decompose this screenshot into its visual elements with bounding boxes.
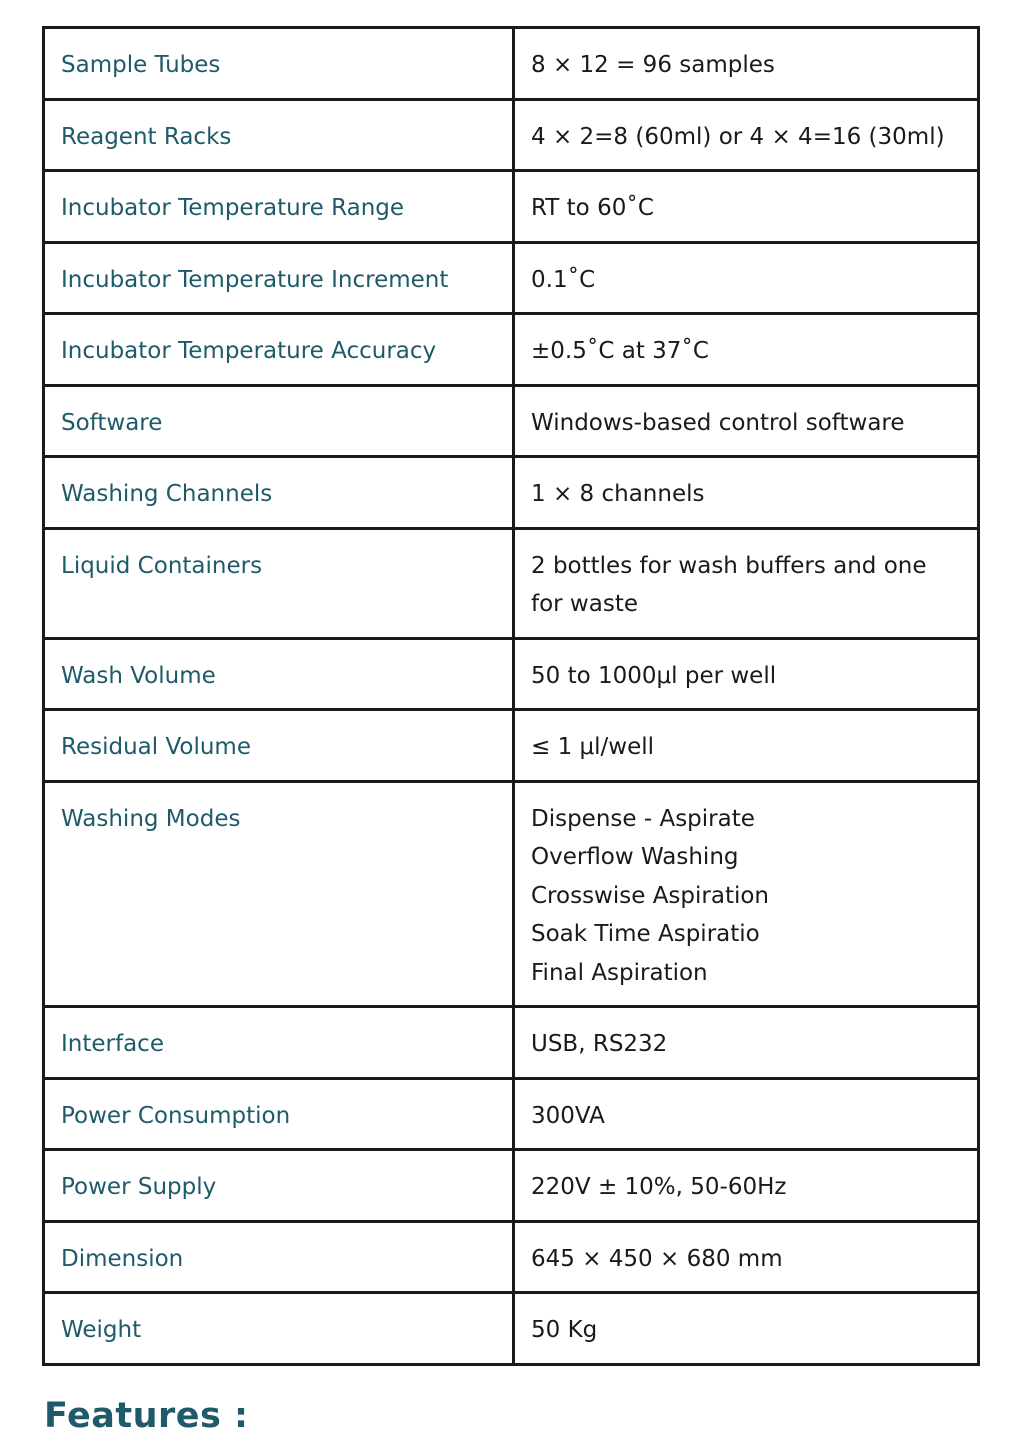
spec-value-line: Overflow Washing — [531, 844, 739, 870]
table-row — [44, 781, 979, 1007]
spec-value-line: Final Aspiration — [531, 959, 708, 986]
spec-value-line: 1 × 8 channels — [531, 481, 705, 507]
spec-label: Software — [44, 385, 514, 457]
spec-value-line: 645 × 450 × 680 mm — [531, 1245, 783, 1272]
table-row — [44, 385, 979, 457]
spec-value-line: 220V ± 10%, 50-60Hz — [531, 1174, 787, 1200]
spec-label: Power Consumption — [44, 1078, 514, 1150]
table-row — [44, 28, 979, 100]
spec-value — [514, 385, 979, 457]
table-row — [44, 171, 979, 243]
spec-value-line: 2 bottles for wash buffers and one — [531, 552, 927, 579]
spec-label: Liquid Containers — [44, 528, 514, 638]
table-row — [44, 710, 979, 782]
spec-value — [514, 28, 979, 100]
spec-value — [514, 1078, 979, 1150]
spec-value — [514, 710, 979, 782]
spec-label: Interface — [44, 1007, 514, 1079]
spec-value — [514, 1293, 979, 1365]
spec-label: Washing Modes — [44, 781, 514, 1007]
table-row — [44, 457, 979, 529]
table-row — [44, 242, 979, 314]
spec-value-line: for waste — [531, 591, 638, 617]
spec-value-line: RT to 60˚C — [531, 195, 654, 221]
spec-value — [514, 242, 979, 314]
spec-value-line: Windows-based control software — [531, 409, 905, 436]
spec-value-line: USB, RS232 — [531, 1031, 668, 1057]
spec-value — [514, 638, 979, 710]
spec-value — [514, 314, 979, 386]
spec-value-line: 0.1˚C — [531, 266, 596, 293]
spec-label: Incubator Temperature Range — [44, 171, 514, 243]
spec-value-line: 4 × 2=8 (60ml) or 4 × 4=16 (30ml) — [531, 123, 945, 150]
spec-value-line: 50 Kg — [531, 1317, 598, 1343]
spec-value — [514, 1150, 979, 1222]
table-row — [44, 99, 979, 171]
table-row — [44, 638, 979, 710]
spec-value-line: Crosswise Aspiration — [531, 882, 770, 909]
spec-value-line: Soak Time Aspiratio — [531, 921, 760, 947]
spec-label: Dimension — [44, 1221, 514, 1293]
spec-value — [514, 171, 979, 243]
table-row — [44, 1150, 979, 1222]
spec-label: Wash Volume — [44, 638, 514, 710]
specifications-table-body — [44, 28, 979, 1365]
spec-value-line: ±0.5˚C at 37˚C — [531, 338, 709, 364]
table-row — [44, 1007, 979, 1079]
table-row — [44, 314, 979, 386]
spec-label: Incubator Temperature Accuracy — [44, 314, 514, 386]
spec-value-line: 8 × 12 = 96 samples — [531, 52, 775, 78]
spec-label: Sample Tubes — [44, 28, 514, 100]
spec-value-line: 50 to 1000μl per well — [531, 662, 777, 689]
spec-value — [514, 528, 979, 638]
table-row — [44, 528, 979, 638]
spec-value-line: 300VA — [531, 1102, 605, 1129]
spec-value — [514, 1007, 979, 1079]
spec-label: Power Supply — [44, 1150, 514, 1222]
spec-label: Reagent Racks — [44, 99, 514, 171]
table-row — [44, 1293, 979, 1365]
spec-value — [514, 99, 979, 171]
features-heading: Features : — [44, 1396, 249, 1436]
spec-label: Washing Channels — [44, 457, 514, 529]
spec-label: Weight — [44, 1293, 514, 1365]
spec-value-line: ≤ 1 μl/well — [531, 734, 655, 760]
spec-label: Incubator Temperature Increment — [44, 242, 514, 314]
spec-value-line: Dispense - Aspirate — [531, 805, 755, 832]
spec-value — [514, 781, 979, 1007]
spec-value — [514, 1221, 979, 1293]
spec-value — [514, 457, 979, 529]
spec-label: Residual Volume — [44, 710, 514, 782]
table-row — [44, 1078, 979, 1150]
table-row — [44, 1221, 979, 1293]
specifications-table — [42, 26, 980, 1366]
